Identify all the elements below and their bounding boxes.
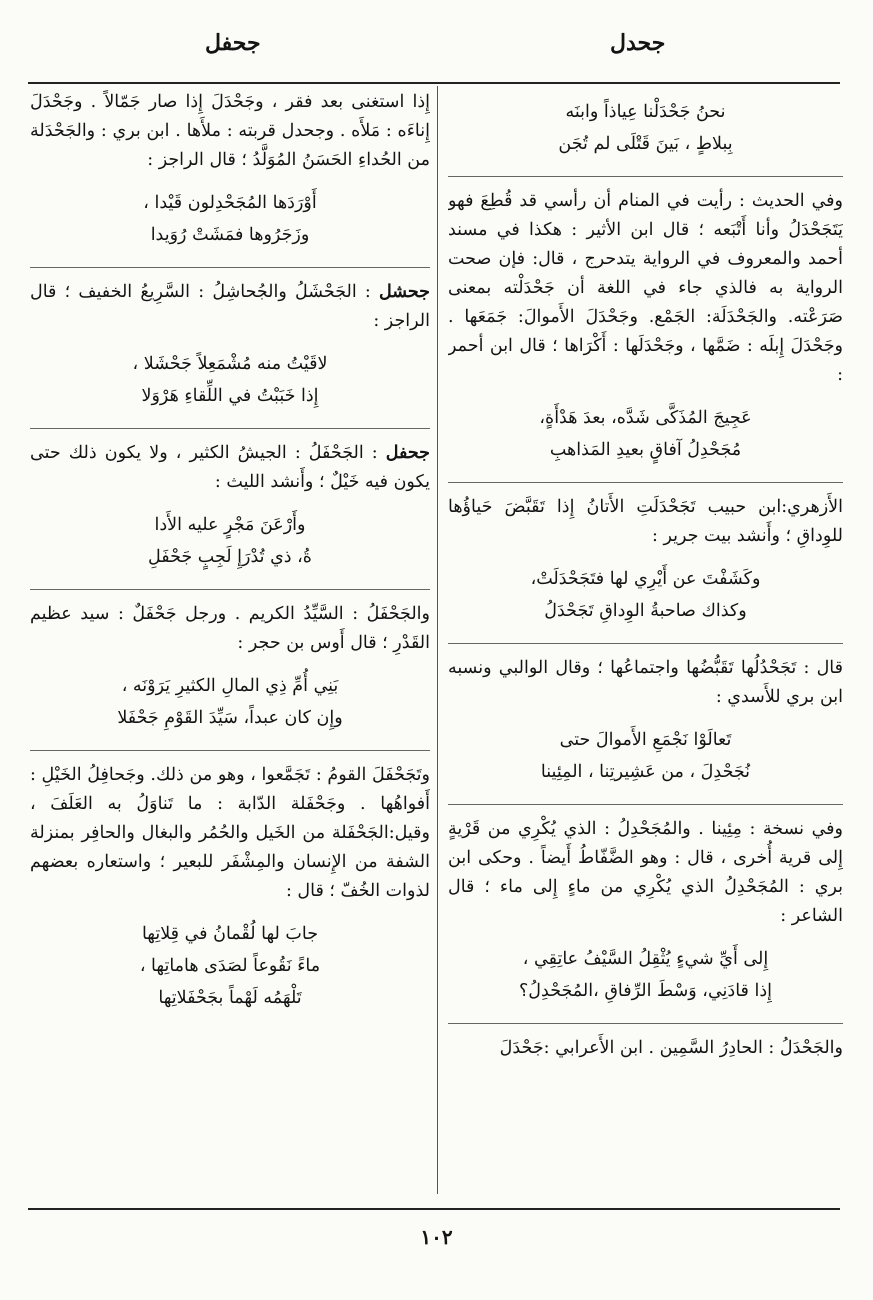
verse-line: ةُ، ذي تُدْرَإِ لَجِبٍ جَحْفَلِ — [148, 547, 312, 567]
footer-rule — [28, 1208, 840, 1210]
left-column — [30, 88, 430, 1198]
left-column-headword: جحفل — [205, 30, 261, 56]
entry-paragraph — [30, 439, 430, 497]
verse — [448, 563, 843, 627]
entry-paragraph: وفي الحديث : رأيت في المنام أن رأسي قد قُطِعَ فهو يَتَجَحْدَلُ وأنا أَتْبَعه ؛ قال ابن الأثير : هكذا في مسند أحمد والمعروف في الرواية يتدحرج ، قال: فإن صحت الرواية به فالذي جاء في اللغة أن جَحْدَلْته بمعنى صَرَعْته. والجَحْدَلَة: الجَمْع. وجَحْدَلَ الأَموالَ: جَمَعَها . وجَحْدَلَ إِبلَه : ضَمَّها ، وجَحْدَلَها : أَكْرَاها ؛ قال ابن أحمر : — [448, 191, 843, 385]
column-separator — [437, 86, 438, 1194]
verse-line: تَلْهَمُه لَهْماً بجَحْفَلاتِها — [158, 988, 302, 1008]
entry-headword: جحفل — [385, 443, 430, 463]
verse-line: جابَ لها لُقْمانُ في قِلاتِها — [141, 924, 319, 944]
section-divider — [30, 589, 430, 590]
section-divider — [30, 428, 430, 429]
entry-paragraph: والجَحْفَلُ : السَّيِّدُ الكريم . ورجل جَحْفَلٌ : سيد عظيم القَدْرِ ؛ قال أَوس بن حجر : — [30, 604, 430, 653]
verse — [448, 402, 843, 466]
entry-paragraph: الأَزهري:ابن حبيب تَجَحْدَلَتِ الأَتانُ إِذا تَقَبَّضَ حَياؤُها للوِداقِ ؛ وأَنشد بيت جرير : — [448, 497, 843, 546]
section-divider — [448, 643, 843, 644]
verse — [30, 670, 430, 734]
verse-line: أَوْرَدَها المُجَحْدِلون قَيْدا ، — [143, 193, 317, 213]
verse-line: إِلى أَيِّ شيءٍ يُثْقِلُ السَّيْفُ عاتِقِي ، — [522, 949, 769, 969]
section-divider — [448, 804, 843, 805]
verse — [30, 187, 430, 251]
section-divider — [30, 750, 430, 751]
verse-line: نُجَحْدِلَ ، من عَشِيرتِنا ، المِئِينا — [540, 762, 751, 782]
section-divider — [448, 482, 843, 483]
verse-line: عَجِيجَ المُذَكَّى شَدَّه، بعدَ هَدْأَةٍ، — [539, 408, 752, 428]
verse — [30, 348, 430, 412]
entry-paragraph — [30, 278, 430, 336]
verse-line: إِذا خَبَبْتُ في اللِّقاءِ هَرْوَلا — [141, 386, 319, 406]
verse-line: تَعالَوْا نَجْمَعِ الأَموالَ حتى — [559, 730, 732, 750]
section-divider — [30, 267, 430, 268]
entry-text: : الجَحْفَلُ : الجيشُ الكثير ، ولا يكون ذلك حتى يكون فيه خَيْلٌ ؛ وأَنشد الليث : — [30, 443, 430, 492]
verse-line: بَنِي أُمِّ ذِي المالِ الكثيرِ يَرَوْنَه ، — [121, 676, 339, 696]
verse-line: نحنُ جَحْدَلْنا عِياذاً وابنَه — [565, 102, 726, 122]
verse-line: وكذاك صاحبةُ الوِداقِ تَجَحْدَلُ — [544, 601, 747, 621]
verse — [30, 509, 430, 573]
entry-paragraph: وفي نسخة : مِئِينا . والمُجَحْدِلُ : الذي يُكْرِي من قَرْيةٍ إِلى قرية أُخرى ، قال : وهو الضَّفّاطُ أَيضاً . وحكى ابن بري : المُجَحْدِلُ الذي يُكْرِي من ماءٍ إِلى ماء ؛ قال الشاعر : — [448, 819, 843, 926]
verse-line: بِبلاطٍ ، بَينَ قَتْلَى لم تُجَن — [558, 134, 733, 154]
right-column — [448, 88, 843, 1198]
verse — [448, 724, 843, 788]
entry-paragraph: إِذا استغنى بعد فقر ، وجَحْدَلَ إِذا صار جَمّالاً . وجَحْدَلَ إِناءَه : مَلأَه . وجحدل قربته : ملأَها . ابن بري : والجَحْدَلة من الحُداءِ الحَسَنُ المُوَلَّدُ ؛ قال الراجز : — [30, 92, 430, 170]
right-column-headword: جحدل — [610, 30, 666, 56]
verse-line: ماءً نَقُوعاً لصَدَى هاماتِها ، — [139, 956, 321, 976]
verse — [30, 918, 430, 1014]
verse-line: وإِن كان عبداً، سَيِّدَ القَوْمِ جَحْفَلا — [117, 708, 343, 728]
verse-line: وكَشَفْتَ عن أَيْرِي لها فتَجَحْدَلَتْ، — [530, 569, 761, 589]
verse-line: لاقَيْتُ منه مُشْمَعِلاً جَحْشَلا ، — [132, 354, 328, 374]
entry-headword: جحشل — [379, 282, 430, 302]
header-rule — [28, 82, 840, 84]
entry-paragraph: قال : تَجَحْدُلُها تَقَبُّضُها واجتماعُها ؛ وقال الوالبي ونسبه ابن بري للأَسدي : — [448, 658, 843, 707]
page-header — [0, 30, 873, 70]
verse-line: مُجَحْدِلُ آفاقٍ بعيدِ المَذاهبِ — [549, 440, 742, 460]
section-divider — [448, 176, 843, 177]
page-number: ١٠٢ — [420, 1225, 453, 1249]
entry-text: : الجَحْشَلُ والجُحاشِلُ : السَّرِيعُ الخفيف ؛ قال الراجز : — [30, 282, 430, 331]
entry-paragraph: وتَجَحْفَلَ القومُ : تَجَمَّعوا ، وهو من ذلك. وجَحافِلُ الخَيْلِ : أَفواهُها . وجَحْفَلة الدّابة : ما تَناوَلُ به العَلَفَ ، وقيل:الجَحْفَلة من الخَيل والحُمُر والبغال والحافِر بمنزلة الشفة من الإِنسان والمِشْفَر للبعير ؛ واستعاره بعضهم لذوات الخُفّ ؛ قال : — [30, 765, 430, 901]
section-divider — [448, 1023, 843, 1024]
verse — [448, 96, 843, 160]
verse-line: إِذا قادَنِي، وَسْطَ الرِّفاقِ ،المُجَحْدِلُ؟ — [519, 981, 772, 1001]
verse-line: وزَجَرُوها فمَشَتْ رُوَيدا — [150, 225, 310, 245]
verse — [448, 943, 843, 1007]
verse-line: وأَرْعَنَ مَجْرٍ عليه الأَدا — [154, 515, 306, 535]
entry-paragraph: والجَحْدَلُ : الحادِرُ السَّمِين . ابن الأَعرابي :جَحْدَلَ — [499, 1038, 843, 1058]
